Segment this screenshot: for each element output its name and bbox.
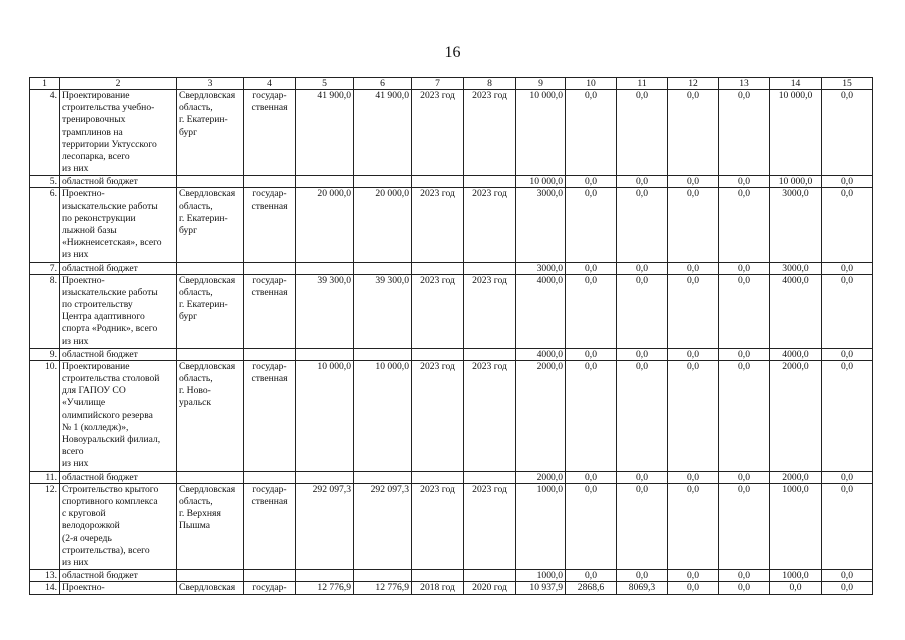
- cell-year: 2023 год: [464, 274, 516, 348]
- column-header: 3: [177, 78, 244, 90]
- cell-value: 0,0: [617, 90, 668, 176]
- table-row: [30, 274, 873, 348]
- row-ownership: государ- ственная: [244, 188, 296, 262]
- row-region: [177, 262, 244, 274]
- cell-value: 39 300,0: [354, 274, 412, 348]
- cell-value: 0,0: [566, 570, 617, 582]
- cell-value: 20 000,0: [354, 188, 412, 262]
- column-header: 13: [719, 78, 770, 90]
- cell-value: 0,0: [822, 274, 873, 348]
- cell-value: 10 000,0: [354, 360, 412, 471]
- column-number-row: [30, 78, 873, 90]
- cell-value: 3000,0: [516, 188, 566, 262]
- cell-value: 3000,0: [770, 188, 822, 262]
- row-name: Строительство крытого спортивного комплекса с круговой велодорожкой (2-я очередь строительства), всего из них: [60, 483, 177, 569]
- cell-value: 0,0: [668, 348, 719, 360]
- cell-value: 0,0: [822, 176, 873, 188]
- cell-value: 0,0: [668, 90, 719, 176]
- cell-value: 0,0: [668, 570, 719, 582]
- column-header: 15: [822, 78, 873, 90]
- column-header: 10: [566, 78, 617, 90]
- cell-value: 0,0: [617, 570, 668, 582]
- row-name: областной бюджет: [60, 262, 177, 274]
- cell-value: [296, 262, 354, 274]
- cell-value: 10 000,0: [770, 176, 822, 188]
- cell-year: [464, 176, 516, 188]
- column-header: 2: [60, 78, 177, 90]
- cell-value: 41 900,0: [354, 90, 412, 176]
- row-number: 5.: [30, 176, 60, 188]
- cell-value: 0,0: [822, 262, 873, 274]
- cell-value: 1000,0: [516, 483, 566, 569]
- row-name: областной бюджет: [60, 176, 177, 188]
- cell-value: 0,0: [668, 360, 719, 471]
- table-row: [30, 360, 873, 471]
- cell-value: 12 776,9: [296, 582, 354, 595]
- cell-year: 2023 год: [464, 360, 516, 471]
- row-number: 7.: [30, 262, 60, 274]
- cell-value: 0,0: [719, 582, 770, 595]
- row-name: Проектно-: [60, 582, 177, 595]
- table-row: [30, 176, 873, 188]
- column-header: 7: [412, 78, 464, 90]
- row-region: Свердловская область, г. Верхняя Пышма: [177, 483, 244, 569]
- cell-value: 8069,3: [617, 582, 668, 595]
- row-region: Свердловская: [177, 582, 244, 595]
- cell-value: 0,0: [822, 471, 873, 483]
- cell-value: 4000,0: [770, 348, 822, 360]
- cell-value: [354, 262, 412, 274]
- cell-value: [296, 570, 354, 582]
- row-name: областной бюджет: [60, 570, 177, 582]
- cell-value: 0,0: [668, 483, 719, 569]
- row-ownership: государ-: [244, 582, 296, 595]
- cell-year: [412, 471, 464, 483]
- cell-value: 0,0: [617, 360, 668, 471]
- row-number: 4.: [30, 90, 60, 176]
- cell-value: 20 000,0: [296, 188, 354, 262]
- table-row: [30, 188, 873, 262]
- table-row: [30, 570, 873, 582]
- column-header: 9: [516, 78, 566, 90]
- cell-value: 3000,0: [516, 262, 566, 274]
- row-name: Проектирование строительства столовой для ГАПОУ СО «Училище олимпийского резерва № 1 (колледж)», Новоуральский филиал, всего из них: [60, 360, 177, 471]
- row-region: [177, 570, 244, 582]
- cell-year: 2023 год: [412, 188, 464, 262]
- cell-value: 10 000,0: [516, 90, 566, 176]
- cell-value: [296, 471, 354, 483]
- row-number: 8.: [30, 274, 60, 348]
- cell-value: [354, 570, 412, 582]
- cell-value: 10 937,9: [516, 582, 566, 595]
- page-number: 16: [444, 44, 461, 61]
- column-header: 4: [244, 78, 296, 90]
- row-number: 11.: [30, 471, 60, 483]
- column-header: 6: [354, 78, 412, 90]
- cell-value: 0,0: [566, 471, 617, 483]
- cell-value: 2000,0: [770, 360, 822, 471]
- cell-value: 0,0: [668, 274, 719, 348]
- cell-value: 0,0: [668, 471, 719, 483]
- cell-year: 2023 год: [412, 483, 464, 569]
- cell-year: 2023 год: [464, 188, 516, 262]
- row-name: областной бюджет: [60, 348, 177, 360]
- cell-value: [296, 176, 354, 188]
- cell-year: 2020 год: [464, 582, 516, 595]
- cell-value: 39 300,0: [296, 274, 354, 348]
- cell-year: [412, 570, 464, 582]
- row-ownership: государ- ственная: [244, 90, 296, 176]
- cell-year: [412, 262, 464, 274]
- row-number: 14.: [30, 582, 60, 595]
- cell-value: 3000,0: [770, 262, 822, 274]
- cell-value: 10 000,0: [770, 90, 822, 176]
- cell-value: 0,0: [617, 348, 668, 360]
- table-row: [30, 471, 873, 483]
- table-row: [30, 262, 873, 274]
- cell-value: 0,0: [617, 188, 668, 262]
- cell-value: 0,0: [770, 582, 822, 595]
- cell-value: 0,0: [822, 90, 873, 176]
- cell-value: 0,0: [719, 360, 770, 471]
- cell-value: 0,0: [668, 582, 719, 595]
- cell-value: 0,0: [566, 176, 617, 188]
- cell-value: 0,0: [719, 483, 770, 569]
- cell-year: [412, 176, 464, 188]
- row-number: 13.: [30, 570, 60, 582]
- row-region: Свердловская область, г. Екатерин- бург: [177, 188, 244, 262]
- cell-year: [464, 348, 516, 360]
- table-body: [30, 78, 873, 595]
- cell-value: 0,0: [822, 582, 873, 595]
- cell-value: 0,0: [719, 274, 770, 348]
- cell-value: 0,0: [566, 90, 617, 176]
- cell-value: 0,0: [668, 176, 719, 188]
- cell-value: 0,0: [822, 360, 873, 471]
- row-name: Проектно- изыскательские работы по строительству Центра адаптивного спорта «Родник», всего из них: [60, 274, 177, 348]
- cell-value: 0,0: [719, 90, 770, 176]
- row-number: 12.: [30, 483, 60, 569]
- cell-year: 2023 год: [464, 483, 516, 569]
- table-row: [30, 582, 873, 595]
- cell-value: 4000,0: [516, 348, 566, 360]
- cell-value: 2000,0: [516, 360, 566, 471]
- row-ownership: [244, 176, 296, 188]
- table-row: [30, 90, 873, 176]
- cell-value: 0,0: [566, 483, 617, 569]
- cell-value: 41 900,0: [296, 90, 354, 176]
- cell-year: 2018 год: [412, 582, 464, 595]
- program-table: [29, 77, 873, 595]
- row-name: Проектно- изыскательские работы по реконструкции лыжной базы «Нижнеисетская», всего из них: [60, 188, 177, 262]
- row-ownership: [244, 262, 296, 274]
- cell-value: [354, 176, 412, 188]
- column-header: 14: [770, 78, 822, 90]
- cell-value: 0,0: [822, 483, 873, 569]
- cell-year: 2023 год: [412, 360, 464, 471]
- cell-value: 2000,0: [516, 471, 566, 483]
- cell-value: 0,0: [822, 348, 873, 360]
- cell-value: 0,0: [566, 360, 617, 471]
- row-number: 6.: [30, 188, 60, 262]
- row-region: [177, 471, 244, 483]
- cell-value: 0,0: [668, 262, 719, 274]
- row-number: 9.: [30, 348, 60, 360]
- row-ownership: [244, 471, 296, 483]
- cell-value: 2868,6: [566, 582, 617, 595]
- cell-value: 10 000,0: [296, 360, 354, 471]
- cell-value: 0,0: [617, 483, 668, 569]
- row-ownership: [244, 570, 296, 582]
- cell-year: [464, 262, 516, 274]
- cell-value: 0,0: [617, 176, 668, 188]
- cell-value: 0,0: [617, 262, 668, 274]
- cell-value: 0,0: [719, 348, 770, 360]
- cell-value: 0,0: [566, 262, 617, 274]
- cell-value: 0,0: [719, 262, 770, 274]
- row-region: [177, 176, 244, 188]
- row-ownership: государ- ственная: [244, 360, 296, 471]
- cell-value: 1000,0: [770, 483, 822, 569]
- cell-year: 2023 год: [464, 90, 516, 176]
- table-row: [30, 348, 873, 360]
- column-header: 1: [30, 78, 60, 90]
- cell-value: 0,0: [719, 188, 770, 262]
- cell-year: [464, 471, 516, 483]
- cell-value: 0,0: [617, 471, 668, 483]
- cell-value: [354, 348, 412, 360]
- cell-value: 0,0: [566, 188, 617, 262]
- row-region: Свердловская область, г. Екатерин- бург: [177, 274, 244, 348]
- cell-year: 2023 год: [412, 274, 464, 348]
- table-row: [30, 483, 873, 569]
- row-region: [177, 348, 244, 360]
- row-region: Свердловская область, г. Ново- уральск: [177, 360, 244, 471]
- row-number: 10.: [30, 360, 60, 471]
- cell-value: 10 000,0: [516, 176, 566, 188]
- row-ownership: [244, 348, 296, 360]
- column-header: 11: [617, 78, 668, 90]
- cell-value: 12 776,9: [354, 582, 412, 595]
- column-header: 12: [668, 78, 719, 90]
- cell-value: 0,0: [822, 570, 873, 582]
- cell-value: 0,0: [566, 274, 617, 348]
- cell-value: 0,0: [719, 176, 770, 188]
- cell-value: 1000,0: [770, 570, 822, 582]
- cell-value: 1000,0: [516, 570, 566, 582]
- row-name: Проектирование строительства учебно- тренировочных трамплинов на территории Уктусского лесопарка, всего из них: [60, 90, 177, 176]
- row-name: областной бюджет: [60, 471, 177, 483]
- cell-value: 292 097,3: [354, 483, 412, 569]
- cell-value: 0,0: [617, 274, 668, 348]
- cell-value: 0,0: [566, 348, 617, 360]
- cell-value: 0,0: [719, 570, 770, 582]
- cell-year: [464, 570, 516, 582]
- cell-value: [354, 471, 412, 483]
- cell-value: [296, 348, 354, 360]
- column-header: 5: [296, 78, 354, 90]
- row-ownership: государ- ственная: [244, 274, 296, 348]
- cell-value: 0,0: [822, 188, 873, 262]
- cell-value: 4000,0: [770, 274, 822, 348]
- cell-value: 4000,0: [516, 274, 566, 348]
- column-header: 8: [464, 78, 516, 90]
- cell-value: 2000,0: [770, 471, 822, 483]
- row-ownership: государ- ственная: [244, 483, 296, 569]
- cell-year: [412, 348, 464, 360]
- cell-value: 292 097,3: [296, 483, 354, 569]
- cell-value: 0,0: [668, 188, 719, 262]
- row-region: Свердловская область, г. Екатерин- бург: [177, 90, 244, 176]
- cell-year: 2023 год: [412, 90, 464, 176]
- cell-value: 0,0: [719, 471, 770, 483]
